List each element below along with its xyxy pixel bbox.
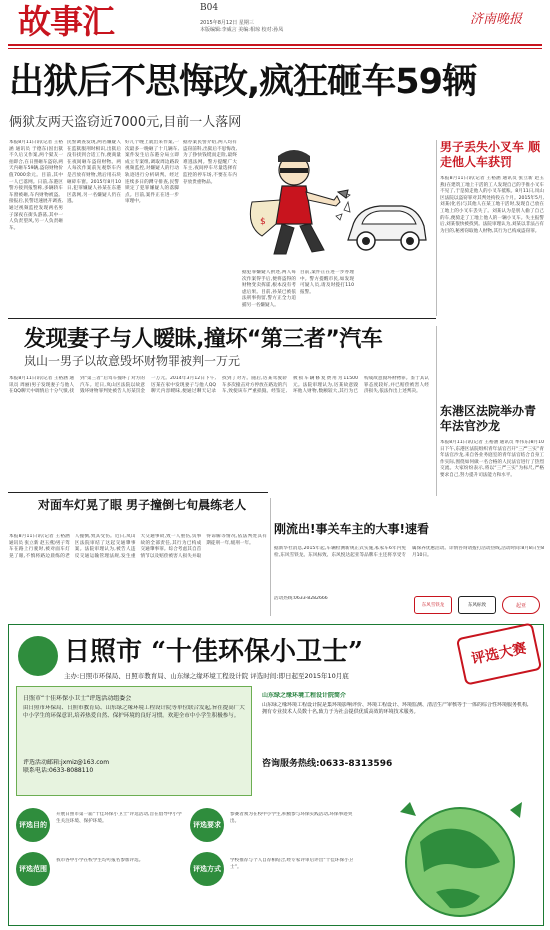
criteria-tag-requirements: 评选要求 bbox=[190, 808, 224, 842]
ad-stamp: 评选大赛 bbox=[456, 622, 542, 685]
section-logo: 故事汇 bbox=[18, 2, 114, 41]
story1-column-2: 民警调查发现,两名嫌疑人在监狱服刑时相识,出狱后没有找到合适工作,便商量在夜间砸车盗窃财物。两人每次作案前先观察车内是否放有财物,然后用石块砸碎车窗。2015年8月10日,犯罪嫌疑人孙某在东港区落网,另一名嫌疑人仍在逃。 bbox=[67, 140, 121, 205]
story2-subhead: 岚山一男子以故意毁坏财物罪被判一万元 bbox=[24, 354, 241, 368]
story1-column-5: 据犯罪嫌疑人供述,两人每次作案得手后,便将盗得的财物变卖挥霍,根本没有考虑后果。目前,孙某已被依法刑事拘留,警方正全力追捕另一名嫌疑人。 bbox=[242, 270, 296, 308]
criteria-text-requirements: 参赛者须为在校中小学生,积极参与环保实践活动,环保事迹突出。 bbox=[230, 812, 353, 824]
criteria-text-scope: 我市各中小学在校学生均可报名参加评选。 bbox=[56, 858, 144, 863]
ad-globe-illustration bbox=[380, 792, 538, 922]
globe-icon bbox=[380, 792, 538, 922]
story1-column-6: 目前,案件正在进一步办理中。警方提醒市民,如发现可疑人员,请及时拨打110报警。 bbox=[300, 270, 354, 295]
criteria-text-purpose: 开展日照市第一届“十佳环保小卫士”评选活动,旨在倡导中小学生关注环境、保护环境。 bbox=[56, 812, 182, 824]
promo-hotline: 活动热线:0633-8282666 bbox=[274, 596, 328, 601]
thief-cartoon-icon bbox=[242, 140, 432, 266]
ad-title-award: “十佳环保小卫士” bbox=[151, 637, 363, 667]
story3-headline: 对面车灯晃了眼 男子撞倒七旬晨练老人 bbox=[38, 498, 247, 512]
ad-title-city: 日照市 bbox=[64, 637, 143, 667]
sidebar1-body: 本报8月11日讯(记者 王裕涵 通讯员 张立新 赵玉燕)在建筑工地上干活的工人发现自己的手推小叉车不见了,于是骑走他人的小叉车抵账。8月11日,岚山区法院以盗窃罪对其判处拘役五个月。2015年5月,刘某(化名)与其他人在某工地干活时,发现自己放在工地上的小叉车丢失了。刘某认为是别人偷了自己的车,便骑走了工地上他人的一辆小叉车。失主报警后,刘某很快被找到。法院审理认为,刘某以非法占有为目的,秘密窃取他人财物,其行为已构成盗窃罪。 bbox=[440, 176, 544, 234]
story1-column-4: 据办案民警介绍,两人均有盗窃前科,出狱后不思悔改,为了挣快钱铤而走险,最终难逃法网。警方提醒广大车主,夜间停车尽量选择有监控的停车场,不要在车内存放贵重物品。 bbox=[183, 140, 237, 185]
criteria-text-method: 学校推荐与个人自荐相结合,经专家评审后评出“十佳环保小卫士”。 bbox=[230, 858, 354, 870]
brand-logos bbox=[414, 594, 544, 616]
ad-box-right-body: 山东绿之缘环境工程设计院是集环境影响评价、环境工程设计、环境监测、清洁生产审核等于一体的综合性环境服务机构,拥有专业技术人员数十名,致力于为社会提供优质高效的环境技术服务。 bbox=[262, 702, 529, 715]
masthead-rule-thin bbox=[8, 48, 542, 49]
sidebar2-headline: 东港区法院举办青年法官沙龙 bbox=[440, 404, 537, 433]
column-divider-3 bbox=[270, 498, 271, 616]
story2-headline: 发现妻子与人暧昧,撞坏“第三者”汽车 bbox=[24, 327, 383, 352]
story1-subhead: 俩狱友两天盗窃近7000元,目前一人落网 bbox=[9, 115, 242, 130]
masthead-rule bbox=[8, 44, 542, 46]
brand-logo-citroen: 东风雪铁龙 bbox=[414, 596, 452, 614]
section-rule bbox=[8, 318, 436, 319]
story1-column-1: 本报8月11日讯(记者 王裕涵 通讯员 于德东)因出狱不久后又作案,两个狱友一拍即合,在日照砸车盗窃,两天内砸车59辆,盗窃财物价值7000余元。目前,其中一人已落网。日前,东港区警方接到报警称,多辆轿车车窗被砸,车内财物被盗。接报后,民警迅速展开调查,通过视频监控发现两名男子深夜在街头游荡,其中一人负责望风,另一人负责砸车。 bbox=[9, 140, 63, 231]
brand-logo-kia: 起亚 bbox=[502, 596, 540, 614]
promo-body: 据新华社消息,2015年起,车辆检测新规正式实施,私家车6年内免检,东风雪铁龙、东风标致、东风悦达起亚等品牌车主还将享受专属保养优惠活动。详情咨询请拨打活动热线,活动时间:8月8日至8月10日。 bbox=[274, 546, 544, 558]
column-divider bbox=[436, 140, 437, 316]
column-divider-2 bbox=[436, 326, 437, 496]
issue-date: 2015年8月12日 星期三 bbox=[200, 20, 254, 26]
ad-organizers: 主办:日照市环保局、日照市教育局、山东绿之缘环境工程设计院 评选时间:即日起至2015年10月底 bbox=[64, 672, 349, 680]
story3-body: 本报8月11日讯(记者 王裕涵 通讯员 张立新 赵玉燕)男子驾车在路上行驶时,被对面车灯晃了眼,不慎将路边晨练的老人撞倒,致其受伤。近日,岚山区法院审结了这起交通肇事案。法院审理认为,被告人违反交通运输管理法规,发生重大交通事故,致一人重伤,负事故的全部责任,其行为已构成交通肇事罪。综合考虑其自首情节以及赔偿被害人损失并取得谅解等情况,依法判处其有期徒刑一年,缓刑一年。 bbox=[9, 534, 267, 559]
ad-box-left bbox=[16, 686, 252, 796]
sidebar2-body: 本报8月11日讯(记者 王裕涵 通讯员 牟伟东)8月10日下午,东港区法院组织青年法官召开“三严三实”青年法官沙龙,来自各业务庭室的青年法官结合自身工作实际,围绕如何做一名合格的人民法官进行了热烈交流。大家纷纷表示,将以“三严三实”为标尺,严格要求自己,努力提升司法能力和水平。 bbox=[440, 440, 544, 478]
ad-logo-icon bbox=[18, 636, 58, 676]
story1-column-3: 好几个晚上就出来作案,一次最多一晚砸了十几辆车,案件发生后东港分局立即成立专案组,调取周边路段视频监控,对嫌疑人的行动轨迹进行分析研判。经过连续多日的蹲守排查,民警锁定了犯罪嫌疑人的落脚点。目前,案件正在进一步审理中。 bbox=[125, 140, 179, 205]
ad-box-right-title: 山东绿之缘环境工程设计院简介 bbox=[262, 692, 347, 699]
page-number: B04 bbox=[200, 3, 219, 13]
ad-title bbox=[64, 631, 363, 668]
ad-box-left-title: 日照市“十佳环保小卫士”评选活动组委会 bbox=[23, 695, 132, 702]
sidebar1-headline: 男子丢失小叉车 顺走他人车获罚 bbox=[440, 140, 541, 169]
issue-info bbox=[200, 20, 283, 34]
ad-box-left-email: 评选活动邮箱:jxmiz@163.com bbox=[23, 759, 110, 766]
criteria-tag-method: 评选方式 bbox=[190, 852, 224, 886]
paper-name: 济南晚报 bbox=[470, 12, 523, 27]
criteria-tag-scope: 评选范围 bbox=[16, 852, 50, 886]
editor-credits: 本版编辑:李威言 美编:相琼 校对:孙凤 bbox=[200, 27, 284, 33]
promo-headline: 刚流出!事关车主的大事!速看 bbox=[274, 522, 429, 536]
story1-headline: 出狱后不思悔改,疯狂砸车59辆 bbox=[9, 62, 477, 102]
ad-box-right bbox=[256, 686, 538, 796]
ad-box-left-phone: 联系电话:0633-8088110 bbox=[23, 767, 94, 774]
ad-box-left-body: 由日照市环保局、日照市教育局、山东绿之缘环境工程设计院等单位联合发起,旨在提高广大中小学生的环保意识,培养热爱自然、保护环境的良好习惯。欢迎全市中小学生积极参与。 bbox=[23, 705, 245, 719]
section-rule-2 bbox=[8, 492, 268, 493]
criteria-tag-purpose: 评选目的 bbox=[16, 808, 50, 842]
svg-text:$: $ bbox=[260, 217, 266, 227]
ad-box-right-phone: 咨询服务热线:0633-8313596 bbox=[262, 759, 393, 769]
story1-illustration bbox=[242, 140, 432, 266]
story2-body: 本报8月11日讯(记者 王裕涵 通讯员 周丽)男子发现妻子与他人在QQ聊天中调情后十分气愤,找到“第三者”后驾车撞坏了对方的汽车。近日,岚山区法院以故意毁坏财物罪判处被告人厉某罚金一万元。2014年3月12日下午,厉某在家中发现妻子与他人QQ聊天内容暧昧,便通过聊天记录找到了对方。随后,厉某驾驶轿车多次撞击对方停放在路边的汽车,致使该车严重损毁。经鉴定,被损车辆修复费用为11500元。法院审理认为,厉某故意毁坏他人财物,数额较大,其行为已构成故意毁坏财物罪。鉴于其认罪态度较好,并已赔偿被害人经济损失,依法作出上述判决。 bbox=[9, 376, 429, 395]
brand-logo-peugeot: 东风标致 bbox=[458, 596, 496, 614]
